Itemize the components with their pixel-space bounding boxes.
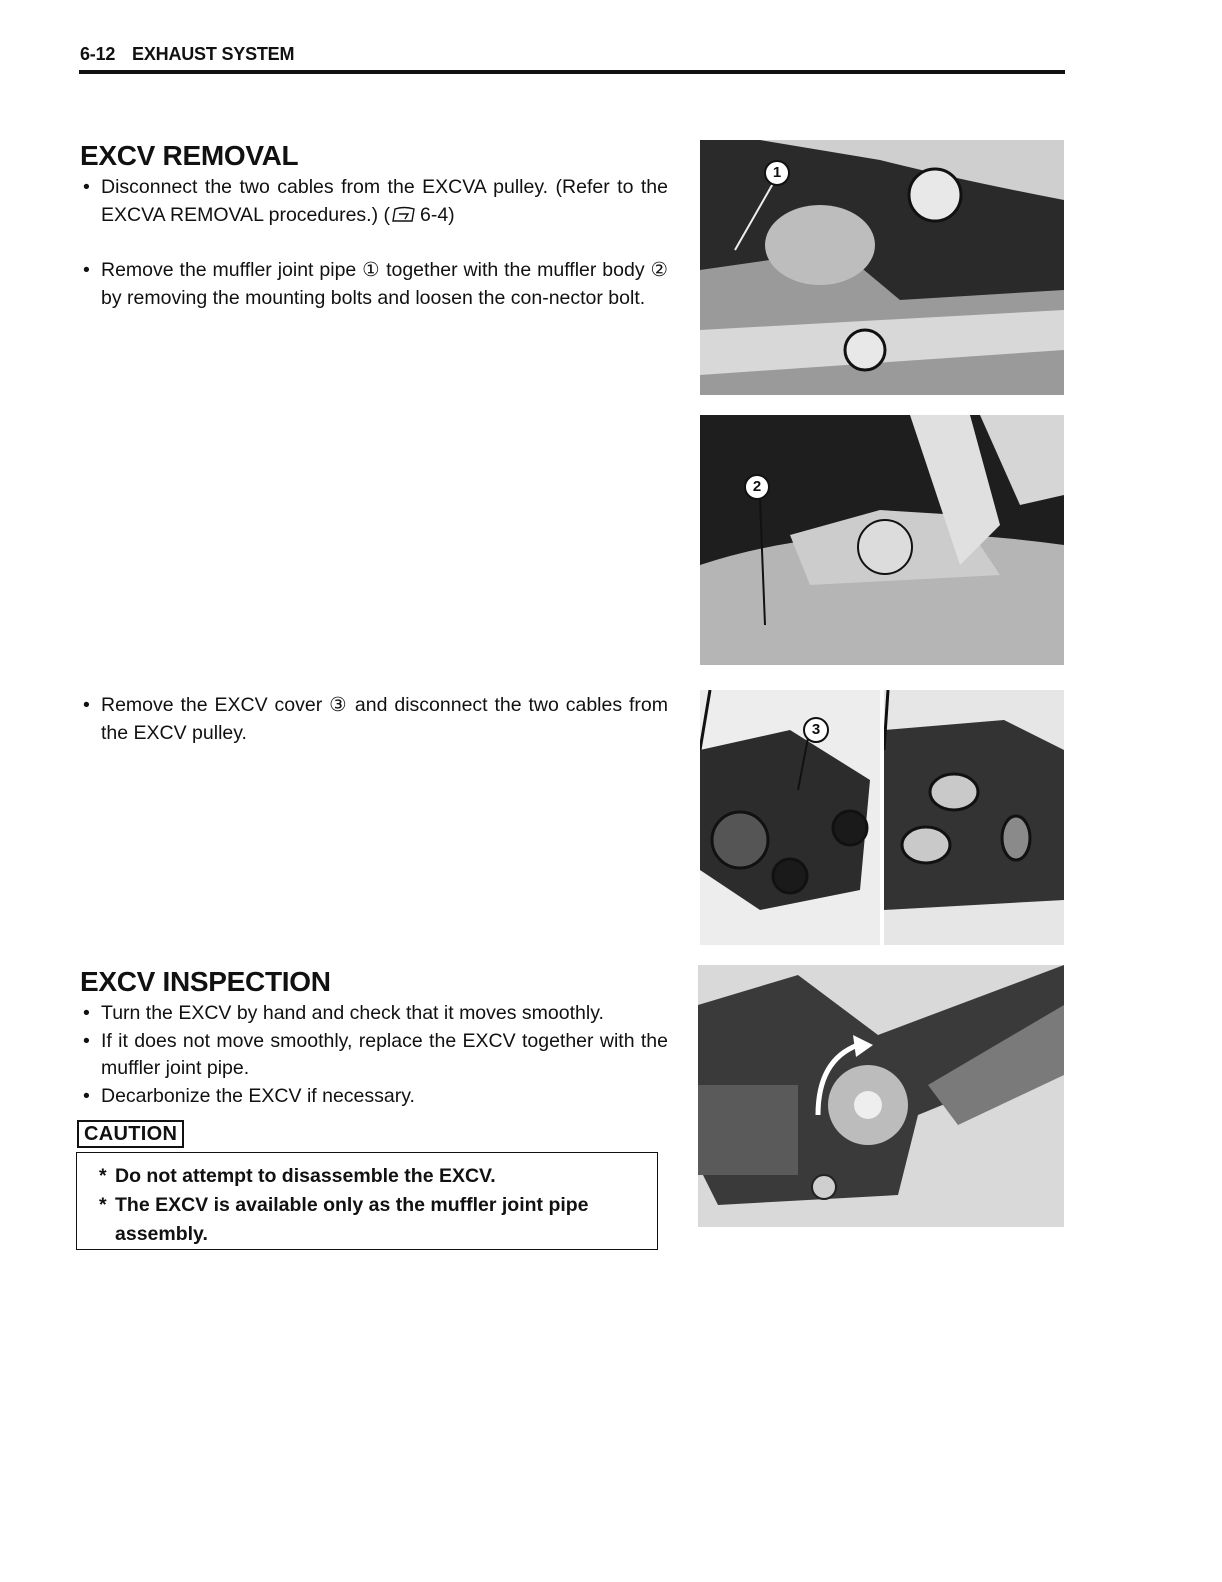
caution-box <box>76 1152 658 1250</box>
page-header <box>80 44 1065 65</box>
callout-3: 3 <box>803 717 829 743</box>
removal-step-1: • Disconnect the two cables from the EXCVA pulley. (Refer to the EXCVA REMOVAL procedures.) ( 6-4) <box>80 174 668 229</box>
page-number: 6-12 <box>80 44 116 64</box>
removal-step-3: • Remove the EXCV cover ③ and disconnect the two cables from the EXCV pulley. <box>80 692 668 747</box>
removal-steps-1 <box>80 174 668 229</box>
removal-steps-3 <box>80 692 668 747</box>
photo-muffler-joint-pipe <box>700 140 1064 395</box>
inspection-steps <box>80 1000 668 1110</box>
photo-muffler-body <box>700 415 1064 665</box>
caution-label: CAUTION <box>77 1120 184 1148</box>
inspection-step: • Turn the EXCV by hand and check that it moves smoothly. <box>80 1000 668 1028</box>
inspection-step: • Decarbonize the EXCV if necessary. <box>80 1083 668 1111</box>
caution-item: * The EXCV is available only as the muffler joint pipe assembly. <box>99 1191 657 1249</box>
callout-1: 1 <box>764 160 790 186</box>
inspection-step: • If it does not move smoothly, replace the EXCV together with the muffler joint pipe. <box>80 1028 668 1083</box>
photo-excv-cover <box>700 690 880 945</box>
photo-excv-inspection <box>698 965 1064 1227</box>
removal-step-2: • Remove the muffler joint pipe ① together with the muffler body ② by removing the mounting bolts and loosen the con-nector bolt. <box>80 257 668 312</box>
photo-excv-pulley <box>884 690 1064 945</box>
caution-item: * Do not attempt to disassemble the EXCV. <box>99 1162 657 1191</box>
section-title: EXHAUST SYSTEM <box>132 44 295 64</box>
callout-2: 2 <box>744 474 770 500</box>
removal-steps-2 <box>80 257 668 312</box>
header-rule <box>79 70 1065 74</box>
removal-heading: EXCV REMOVAL <box>80 140 299 171</box>
book-reference-icon <box>390 205 420 223</box>
inspection-heading: EXCV INSPECTION <box>80 966 331 997</box>
